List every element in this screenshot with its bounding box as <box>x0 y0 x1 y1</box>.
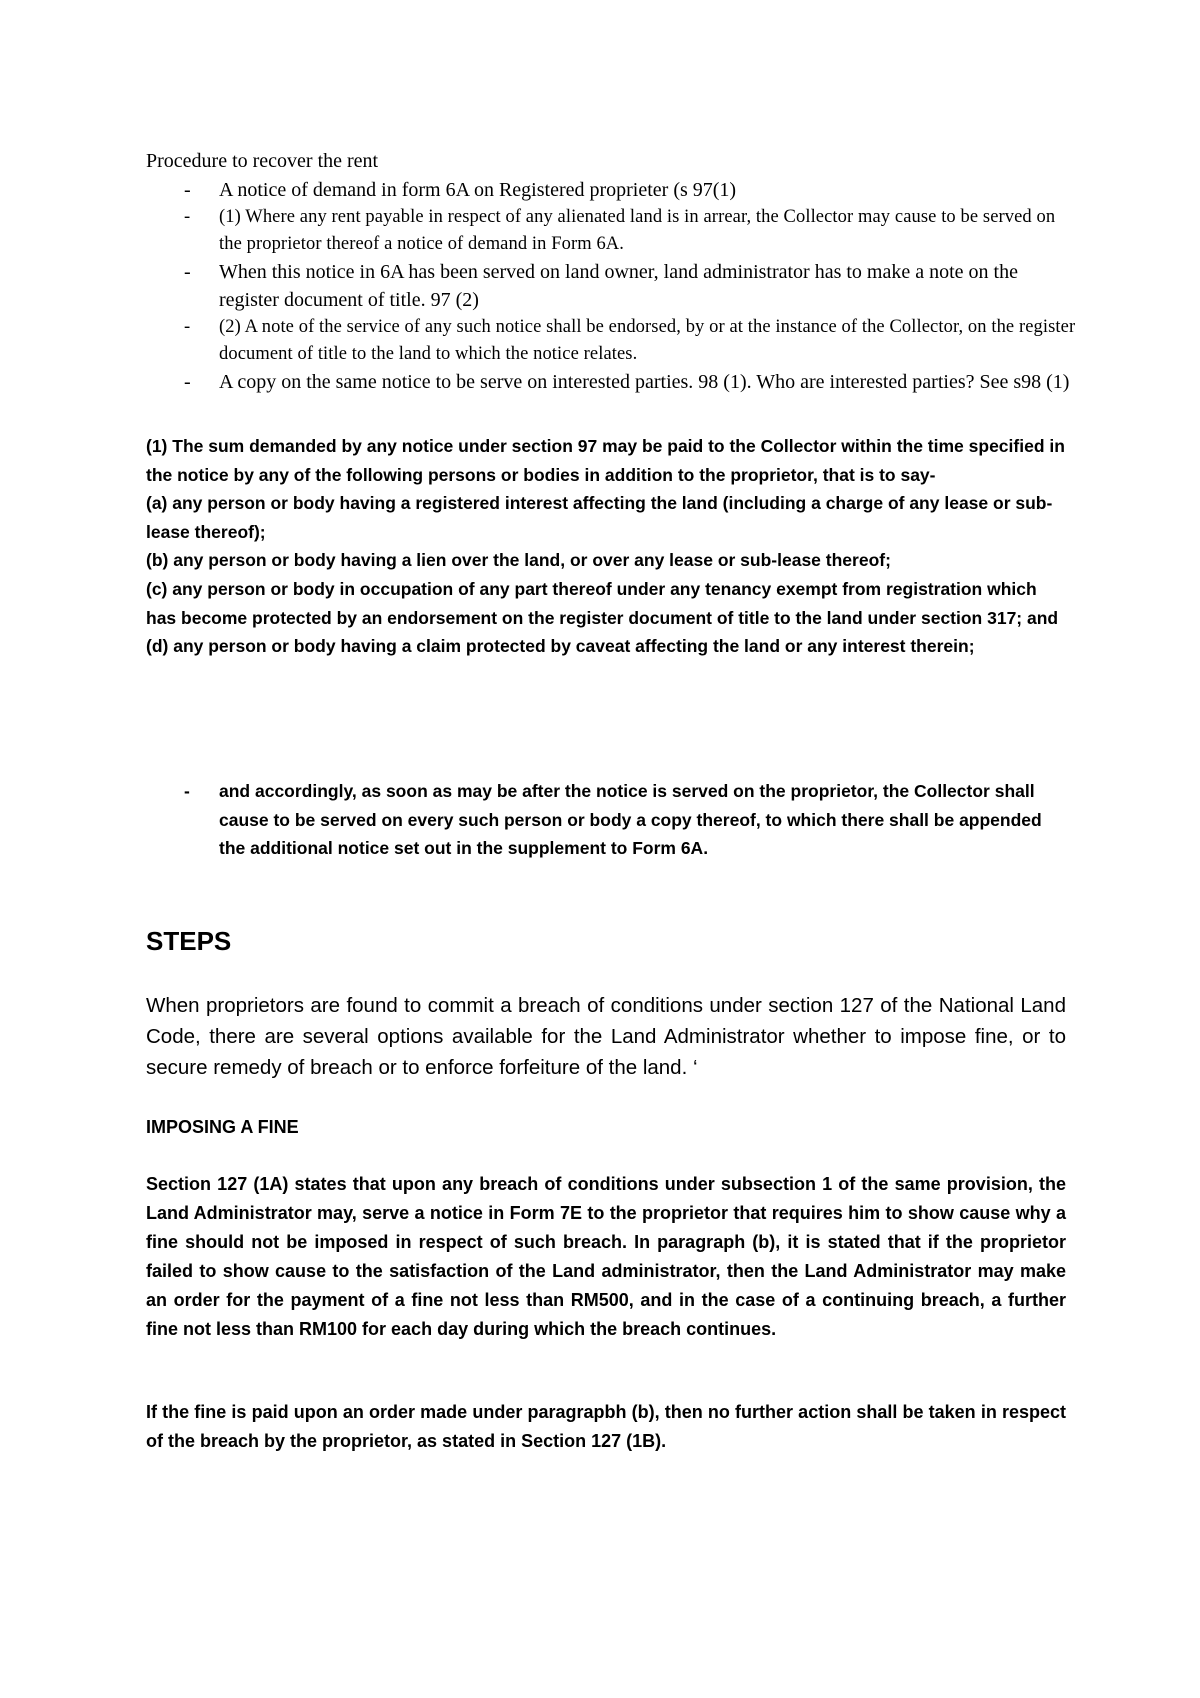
imposing-fine-paragraph <box>146 1170 1066 1344</box>
section-98-item-d: (d) any person or body having a claim protected by caveat affecting the land or any interest therein; <box>146 636 975 657</box>
dash-bullet: - <box>184 179 191 201</box>
dash-bullet: - <box>184 371 191 393</box>
section-98-intro: (1) The sum demanded by any notice under section 97 may be paid to the Collector within the time specified in the notice by any of the following persons or bodies in addition to the proprietor, that is to say- <box>146 436 1065 485</box>
form-7e-reference: Form 7E <box>509 1203 582 1223</box>
imposing-fine-heading: IMPOSING A FINE <box>146 1117 299 1137</box>
dash-bullet: - <box>184 317 191 337</box>
bullet-text: (2) A note of the service of any such notice shall be endorsed, by or at the instance of the Collector, on the register document of title to the land to which the notice relates. <box>219 317 1076 364</box>
steps-paragraph: When proprietors are found to commit a breach of conditions under section 127 of the National Land Code, there are several options available for the Land Administrator whether to impose fine, or to secure remedy of breach or to enforce forfeiture of the land. ‘ <box>146 994 1066 1079</box>
bullet-text: A notice of demand in form 6A on Registered proprieter (s 97(1) <box>219 179 737 201</box>
section-98-item-a: (a) any person or body having a registered interest affecting the land (including a charge of any lease or sub-lease thereof); <box>146 493 1053 542</box>
procedure-heading: Procedure to recover the rent <box>146 150 379 172</box>
list-item <box>146 258 1076 314</box>
bullet-text: and accordingly, as soon as may be after the notice is served on the proprietor, the Collector shall cause to be served on every such person or body a copy thereof, to which there shall be appended the additional notice set out in the supplement to Form 6A. <box>219 781 1042 859</box>
fine-paid-paragraph: If the fine is paid upon an order made under paragrapbh (b), then no further action shall be taken in respect of the breach by the proprietor, as stated in Section 127 (1B). <box>146 1402 1066 1451</box>
dash-bullet: - <box>184 781 190 801</box>
dash-bullet: - <box>184 207 191 227</box>
dash-bullet: - <box>184 261 191 283</box>
bullet-text: A copy on the same notice to be serve on interested parties. 98 (1). Who are interested parties? See s98 (1) <box>219 371 1070 393</box>
bullet-text: (1) Where any rent payable in respect of any alienated land is in arrear, the Collector may cause to be served on the proprietor thereof a notice of demand in Form 6A. <box>219 207 1056 254</box>
list-item <box>146 176 1076 204</box>
list-item <box>146 368 1076 396</box>
accordingly-bullet-list <box>146 777 1066 863</box>
bullet-text: When this notice in 6A has been served on land owner, land administrator has to make a note on the register document of title. 97 (2) <box>219 261 1018 311</box>
list-item <box>146 314 1076 368</box>
procedure-bullet-list <box>146 176 1076 396</box>
list-item <box>146 204 1076 258</box>
section-98-item-c: (c) any person or body in occupation of any part thereof under any tenancy exempt from registration which has become protected by an endorsement on the register document of title to the land under section 317; and <box>146 578 1059 628</box>
fine-text-after: to the proprietor that requires him to show cause why a fine should not be imposed in respect of such breach. In paragraph (b), it is stated that if the proprietor failed to show cause to the satisfaction of the Land administrator, then the Land Administrator may make an order for the payment of a fine not less than RM500, and in the case of a continuing breach, a further fine not less than RM100 for each day during which the breach continues. <box>146 1203 1066 1339</box>
section-98-item-b: (b) any person or body having a lien over the land, or over any lease or sub-lease thereof; <box>146 550 891 571</box>
fine-text-before: Section 127 (1A) states that upon any breach of conditions under subsection 1 of the same provision, the Land Administrator may, serve a notice in <box>146 1174 1066 1223</box>
section-98-quote <box>146 432 1066 661</box>
list-item <box>146 777 1066 863</box>
steps-heading: STEPS <box>146 926 232 956</box>
